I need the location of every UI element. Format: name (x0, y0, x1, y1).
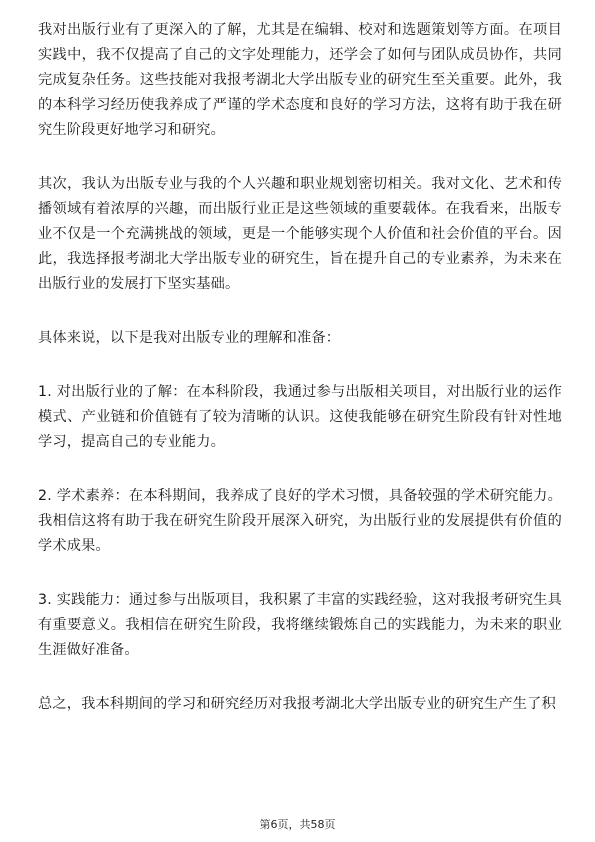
paragraph-7: 总之，我本科期间的学习和研究经历对我报考湖北大学出版专业的研究生产生了积 (38, 696, 556, 712)
page-number-footer: 第6页，共58页 (259, 818, 336, 831)
paragraph-1: 我对出版行业有了更深入的了解，尤其是在编辑、校对和选题策划等方面。在项目实践中，我不仅提高了自己的文字处理能力，还学会了如何与团队成员协作，共同完成复杂任务。这些技能对我报考湖北大学出版专业的研究生至关重要。此外，我的本科学习经历使我养成了严谨的学术态度和良好的学习方法，这将有助于我在研究生阶段更好地学习和研究。 (38, 22, 562, 138)
paragraph-6: 3. 实践能力：通过参与出版项目，我积累了丰富的实践经验，这对我报考研究生具有重要意义。我相信在研究生阶段，我将继续锻炼自己的实践能力，为未来的职业生涯做好准备。 (38, 592, 562, 658)
document-body (38, 18, 562, 746)
paragraph-4: 1. 对出版行业的了解：在本科阶段，我通过参与出版相关项目，对出版行业的运作模式、产业链和价值链有了较为清晰的认识。这使我能够在研究生阶段有针对性地学习，提高自己的专业能力。 (38, 384, 562, 450)
paragraph-5: 2. 学术素养：在本科期间，我养成了良好的学术习惯，具备较强的学术研究能力。我相信这将有助于我在研究生阶段开展深入研究，为出版行业的发展提供有价值的学术成果。 (38, 488, 562, 554)
paragraph-2: 其次，我认为出版专业与我的个人兴趣和职业规划密切相关。我对文化、艺术和传播领域有着浓厚的兴趣，而出版行业正是这些领域的重要载体。在我看来，出版专业不仅是一个充满挑战的领域，更是一个能够实现个人价值和社会价值的平台。因此，我选择报考湖北大学出版专业的研究生，旨在提升自己的专业素养，为未来在出版行业的发展打下坚实基础。 (38, 176, 562, 292)
paragraph-3: 具体来说，以下是我对出版专业的理解和准备： (38, 330, 341, 346)
